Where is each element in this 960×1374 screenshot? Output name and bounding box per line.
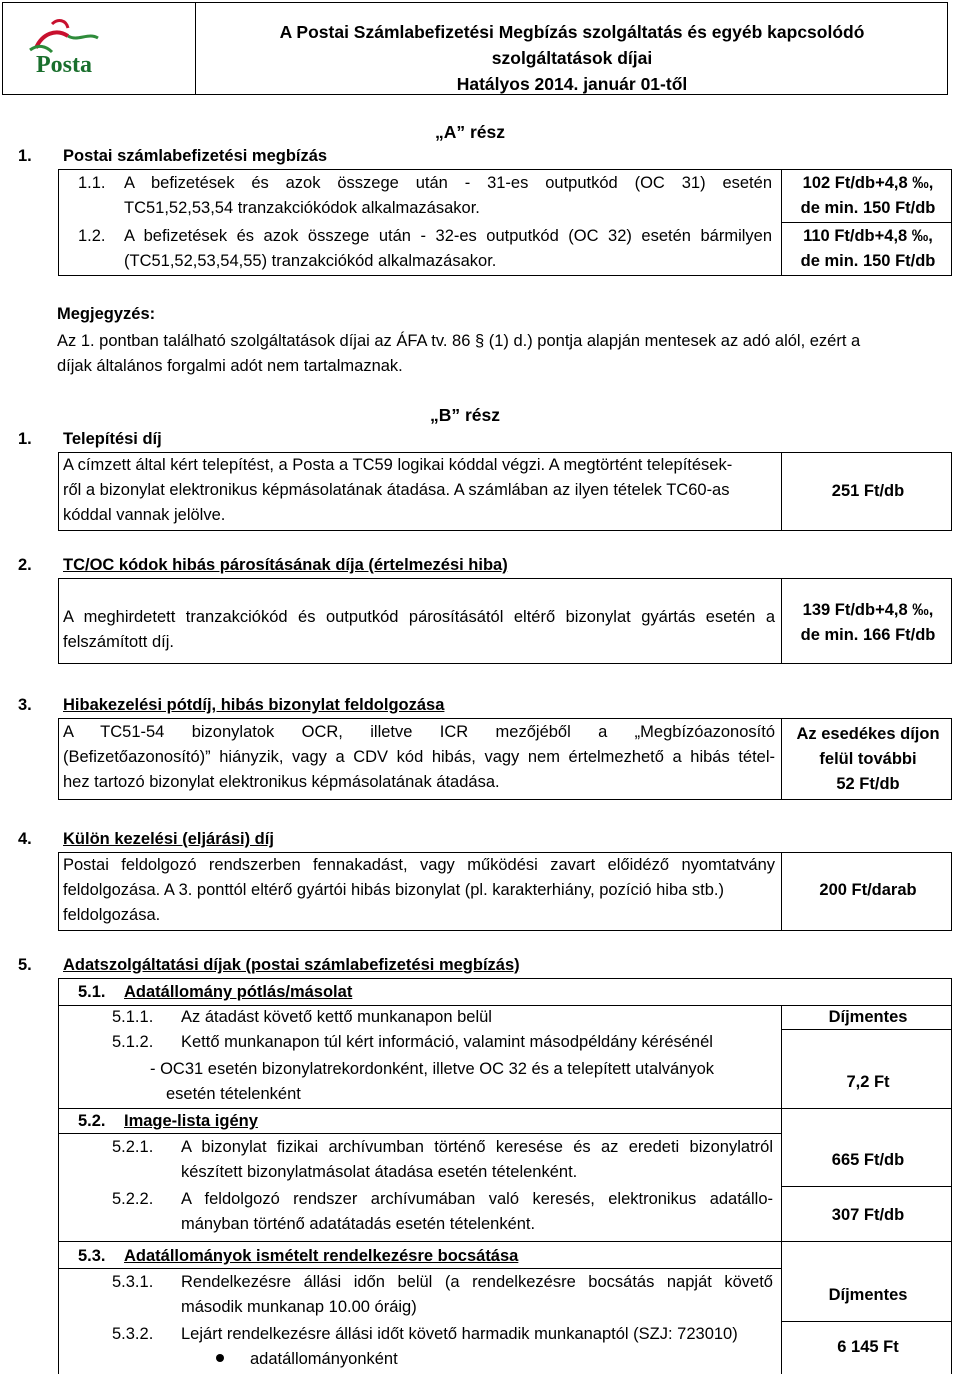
- g51-title: Adatállomány pótlás/másolat: [124, 983, 353, 1001]
- b3-price1: Az esedékes díjon: [796, 725, 940, 743]
- i531-line2: második munkanap 10.00 óráig): [181, 1298, 417, 1316]
- b3-line3: hez tartozó bizonylat elektronikus képmásolatának átadása.: [63, 773, 500, 791]
- b3-text: [63, 720, 775, 795]
- part-a-row1-price1: 102 Ft/db+4,8 ‰,: [802, 174, 934, 192]
- i512-price: 7,2 Ft: [846, 1073, 890, 1091]
- header-title-line1: A Postai Számlabefizetési Megbízás szolgáltatás és egyéb kapcsolódó: [279, 22, 865, 42]
- i512-text: Kettő munkanapon túl kért információ, valamint másodpéldány kérésénél: [181, 1033, 713, 1051]
- i522-num: 5.2.2.: [112, 1190, 154, 1208]
- i511-text: Az átadást követő kettő munkanapon belül: [181, 1008, 492, 1026]
- part-a-row2-text: [124, 224, 772, 274]
- i531-price: Díjmentes: [828, 1286, 908, 1304]
- part-a-row1-price: [783, 171, 953, 221]
- i531-num: 5.3.1.: [112, 1273, 154, 1291]
- b1-line3: kóddal vannak jelölve.: [63, 506, 226, 524]
- b4-text: [63, 853, 775, 928]
- note-line1: Az 1. pontban található szolgáltatások díjai az ÁFA tv. 86 § (1) d.) pontja alapján mentesek az adó alól, ezért a: [57, 332, 861, 350]
- b2-num: 2.: [18, 556, 32, 574]
- part-a-row2-num: 1.2.: [78, 227, 106, 245]
- i521-line1: A bizonylat fizikai archívumban történő keresése és az eredeti bizonylatról: [181, 1138, 773, 1156]
- header-title-line3: Hatályos 2014. január 01-től: [456, 74, 688, 94]
- b4-line1: Postai feldolgozó rendszerben fennakadást, vagy működési zavart előidéző nyomtatvány: [63, 856, 775, 874]
- b4-line3: feldolgozása.: [63, 906, 161, 924]
- b4-price: 200 Ft/darab: [819, 881, 917, 899]
- i511-num: 5.1.1.: [112, 1008, 154, 1026]
- b2-line2: felszámított díj.: [63, 633, 174, 651]
- part-a-row2-price1: 110 Ft/db+4,8 ‰,: [803, 227, 933, 245]
- part-a-row2-price2: de min. 150 Ft/db: [800, 252, 936, 270]
- i531-line1: Rendelkezésre állási időn belül (a rendelkezésre bocsátás napját követő: [181, 1273, 773, 1291]
- header-title-line2: szolgáltatások díjai: [491, 48, 653, 68]
- b4-line2: feldolgozása. A 3. ponttól eltérő gyártói hibás bizonylat (pl. karakterhiány, pozíció hiba stb.): [63, 881, 724, 899]
- logo-text: Posta: [36, 52, 92, 78]
- b2-text: [63, 605, 775, 655]
- i512-sub1: - OC31 esetén bizonylatrekordonként, illetve OC 32 és a telepített utalványok: [150, 1060, 715, 1078]
- i521-num: 5.2.1.: [112, 1138, 154, 1156]
- part-a-row2-line2: (TC51,52,53,54,55) tranzakciókód alkalmazásakor.: [124, 252, 497, 270]
- note-title: Megjegyzés:: [57, 305, 156, 323]
- b3-title: Hibakezelési pótdíj, hibás bizonylat feldolgozása: [63, 696, 445, 714]
- part-a-s1-num: 1.: [18, 147, 32, 165]
- i522-line2: mányban történő adatátadás esetén tételenként.: [181, 1215, 536, 1233]
- b2-title: TC/OC kódok hibás párosításának díja (értelmezési hiba): [63, 556, 508, 574]
- part-a-row1-text: [124, 171, 772, 221]
- b1-title: Telepítési díj: [63, 430, 162, 448]
- g52-num: 5.2.: [78, 1112, 106, 1130]
- b1-divider: [781, 452, 782, 531]
- b2-divider: [781, 578, 782, 664]
- part-a-row1-line2: TC51,52,53,54 tranzakciókódok alkalmazásakor.: [124, 199, 480, 217]
- i522-price: 307 Ft/db: [831, 1206, 905, 1224]
- bullet-icon: [216, 1354, 224, 1362]
- b1-line1: A címzett által kért telepítést, a Posta a TC59 logikai kóddal végzi. A megtörtént telepítések-: [63, 456, 733, 474]
- b3-price: [783, 722, 953, 797]
- b3-num: 3.: [18, 696, 32, 714]
- i532-num: 5.3.2.: [112, 1325, 154, 1343]
- i512-num: 5.1.2.: [112, 1033, 154, 1051]
- note-line2: díjak általános forgalmi adót nem tartalmaznak.: [57, 357, 403, 375]
- header-title: [196, 19, 948, 97]
- i532-text: Lejárt rendelkezésre állási időt követő harmadik munkanaptól (SZJ: 723010): [181, 1325, 738, 1343]
- i512-sub: [150, 1057, 770, 1107]
- b3-divider: [781, 718, 782, 800]
- part-a-table-rowline: [781, 222, 952, 223]
- part-a-s1-title: Postai számlabefizetési megbízás: [63, 147, 328, 165]
- i512-sub2: esetén tételenként: [166, 1085, 301, 1103]
- g53-title: Adatállományok ismételt rendelkezésre bocsátása: [124, 1247, 519, 1265]
- b4-title: Külön kezelési (eljárási) díj: [63, 830, 274, 848]
- b5-divider: [781, 1005, 782, 1374]
- b2-line1: A meghirdetett tranzakciókód és outputkód párosításától eltérő bizonylat gyártás esetén a: [63, 608, 775, 626]
- b3-price2: felül további: [819, 750, 917, 768]
- i521-text: [181, 1135, 773, 1185]
- b3-line1: A TC51-54 bizonylatok OCR, illetve ICR mezőjéből a „Megbízóazonosító: [63, 723, 775, 741]
- i532-price: 6 145 Ft: [837, 1338, 899, 1356]
- b5-line-after-521: [781, 1186, 952, 1187]
- i522-text: [181, 1187, 773, 1237]
- part-a-heading: „A” rész: [435, 122, 506, 142]
- b4-num: 4.: [18, 830, 32, 848]
- part-a-row2-price: [783, 224, 953, 274]
- i531-text: [181, 1270, 773, 1320]
- b5-line-after-531: [781, 1321, 952, 1322]
- b3-price3: 52 Ft/db: [836, 775, 900, 793]
- b2-price2: de min. 166 Ft/db: [800, 626, 936, 644]
- b5-title: Adatszolgáltatási díjak (postai számlabefizetési megbízás): [63, 956, 520, 974]
- posta-logo: [22, 14, 132, 84]
- part-a-row1-line1: A befizetések és azok összege után - 31-es outputkód (OC 31) esetén: [124, 174, 772, 192]
- i532-bullet-item: [216, 1347, 398, 1372]
- b1-price: 251 Ft/db: [831, 482, 905, 500]
- i532-bullet-text: adatállományonként: [250, 1350, 398, 1368]
- i521-price: 665 Ft/db: [831, 1151, 905, 1169]
- b2-price: [783, 598, 953, 648]
- b2-price1: 139 Ft/db+4,8 ‰,: [802, 601, 934, 619]
- g51-num: 5.1.: [78, 983, 106, 1001]
- b3-line2: (Befizetőazonosító)” hiányzik, vagy a CDV kód hibás, vagy nem értelmezhető a hibás tétel-: [63, 748, 775, 766]
- part-a-row1-price2: de min. 150 Ft/db: [800, 199, 936, 217]
- part-b-heading: „B” rész: [430, 405, 501, 425]
- i521-line2: készített bizonylatmásolat átadása esetén tételenként.: [181, 1163, 578, 1181]
- part-a-row2-line1: A befizetések és azok összege után - 32-es outputkód (OC 32) esetén bármilyen: [124, 227, 772, 245]
- b1-num: 1.: [18, 430, 32, 448]
- g53-num: 5.3.: [78, 1247, 106, 1265]
- b1-text: [63, 453, 775, 528]
- note-text: [57, 329, 937, 379]
- b5-num: 5.: [18, 956, 32, 974]
- i522-line1: A feldolgozó rendszer archívumában való keresés, elektronikus adatállo-: [181, 1190, 773, 1208]
- b1-line2: ről a bizonylat elektronikus képmásolatának átadása. A számlában az ilyen tételek TC60-as: [63, 481, 730, 499]
- g52-title: Image-lista igény: [124, 1112, 258, 1130]
- i511-price: Díjmentes: [828, 1008, 908, 1026]
- b4-divider: [781, 852, 782, 931]
- b5-line-after-522: [58, 1241, 952, 1242]
- part-a-row1-num: 1.1.: [78, 174, 106, 192]
